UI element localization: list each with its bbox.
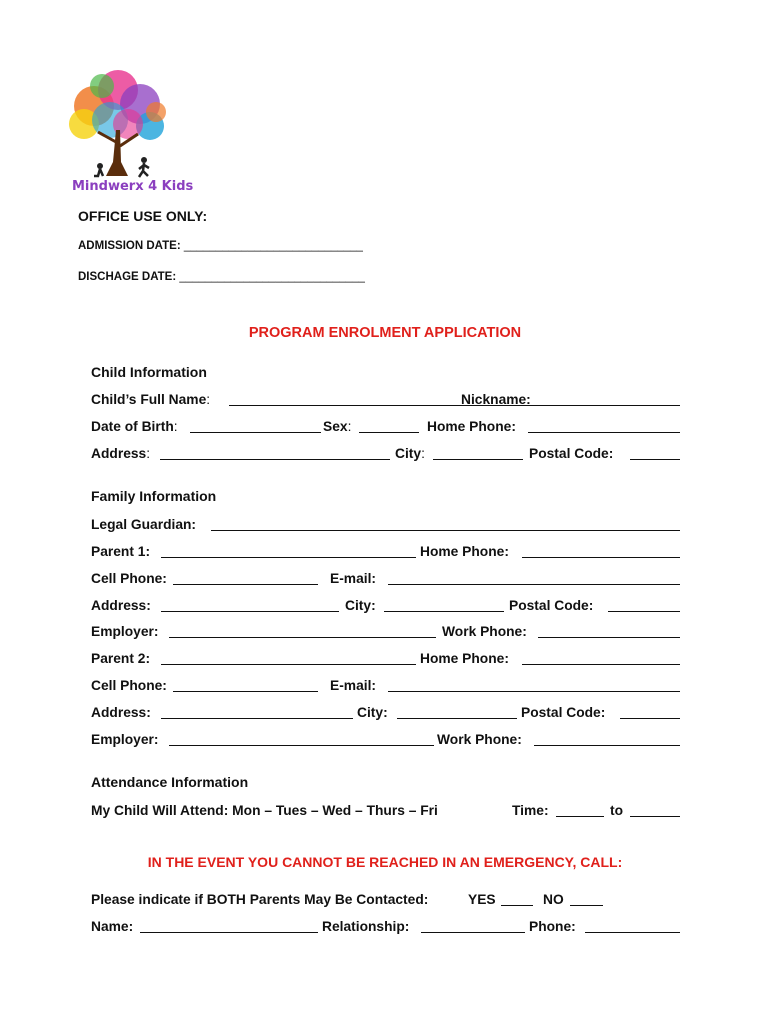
- attendance-days-text: My Child Will Attend: Mon – Tues – Wed – Thurs – Fri: [91, 803, 438, 818]
- parent1-input[interactable]: [161, 557, 416, 558]
- guardian-input[interactable]: [211, 530, 680, 531]
- parent2-cell-input[interactable]: [173, 691, 318, 692]
- no-input[interactable]: [570, 905, 603, 906]
- child-postal-input[interactable]: [630, 459, 680, 460]
- child-address-input[interactable]: [160, 459, 390, 460]
- time-to-input[interactable]: [630, 816, 680, 817]
- parent2-city-input[interactable]: [397, 718, 517, 719]
- parent2-address-input[interactable]: [161, 718, 353, 719]
- child-name-label: Child’s Full Name: [91, 392, 207, 407]
- contact-phone-input[interactable]: [585, 932, 680, 933]
- parent2-email-input[interactable]: [388, 691, 680, 692]
- time-to-label: to: [610, 803, 624, 818]
- parent2-home-phone-input[interactable]: [522, 664, 680, 665]
- sex-input[interactable]: [359, 432, 419, 433]
- parent2-cell-label: Cell Phone:: [91, 678, 167, 693]
- child-info-heading: Child Information: [91, 364, 207, 380]
- parent2-label: Parent 2:: [91, 651, 151, 666]
- parent1-address-label: Address:: [91, 598, 151, 613]
- parent2-postal-input[interactable]: [620, 718, 680, 719]
- discharge-date-blank[interactable]: _____________________________: [179, 271, 365, 283]
- parent1-email-label: E-mail:: [330, 571, 376, 586]
- parent2-employer-input[interactable]: [169, 745, 434, 746]
- parent2-address-label: Address:: [91, 705, 151, 720]
- parent1-address-row: [91, 595, 680, 615]
- guardian-label: Legal Guardian:: [91, 517, 197, 532]
- parent1-employer-row: [91, 621, 680, 641]
- parent1-home-phone-label: Home Phone:: [420, 544, 509, 559]
- child-name-row: Child’s Full Name: Nickname:: [91, 389, 680, 409]
- child-home-phone-input[interactable]: [528, 432, 680, 433]
- parent1-row: [91, 541, 680, 561]
- parent2-employer-label: Employer:: [91, 732, 159, 747]
- yes-label: YES: [468, 892, 496, 907]
- admission-date-label: ADMISSION DATE:: [78, 240, 181, 252]
- dob-label: Date of Birth: [91, 419, 174, 434]
- office-use-title: OFFICE USE ONLY:: [78, 208, 208, 224]
- nickname-label: Nickname:: [461, 392, 531, 407]
- yes-input[interactable]: [501, 905, 533, 906]
- emergency-contact-row: [91, 916, 680, 936]
- parent2-input[interactable]: [161, 664, 416, 665]
- contact-name-input[interactable]: [140, 932, 318, 933]
- logo-text: Mindwerx 4 Kids: [72, 179, 194, 194]
- parent1-home-phone-input[interactable]: [522, 557, 680, 558]
- contact-phone-label: Phone:: [529, 919, 576, 934]
- contact-name-label: Name:: [91, 919, 134, 934]
- parent1-postal-input[interactable]: [608, 611, 680, 612]
- parent2-address-row: [91, 702, 680, 722]
- parent1-city-label: City:: [345, 598, 376, 613]
- parent1-cell-label: Cell Phone:: [91, 571, 167, 586]
- child-address-row: Address: City: Postal Code:: [91, 443, 680, 463]
- parent1-cell-row: [91, 568, 680, 588]
- page-title: PROGRAM ENROLMENT APPLICATION: [248, 325, 522, 341]
- admission-date-field: [78, 240, 363, 252]
- parent1-postal-label: Postal Code:: [509, 598, 594, 613]
- both-parents-row: [91, 889, 680, 909]
- no-label: NO: [543, 892, 564, 907]
- relationship-label: Relationship:: [322, 919, 410, 934]
- time-from-input[interactable]: [556, 816, 604, 817]
- attendance-row: [91, 800, 680, 820]
- dob-input[interactable]: [190, 432, 321, 433]
- parent1-cell-input[interactable]: [173, 584, 318, 585]
- parent2-work-phone-input[interactable]: [534, 745, 680, 746]
- parent1-work-phone-input[interactable]: [538, 637, 680, 638]
- guardian-row: [91, 514, 680, 534]
- child-postal-label: Postal Code:: [529, 446, 614, 461]
- parent1-employer-label: Employer:: [91, 624, 159, 639]
- child-city-label: City: [395, 446, 422, 461]
- parent1-employer-input[interactable]: [169, 637, 436, 638]
- parent2-home-phone-label: Home Phone:: [420, 651, 509, 666]
- child-home-phone-label: Home Phone:: [427, 419, 516, 434]
- sex-label: Sex: [323, 419, 348, 434]
- parent2-work-phone-label: Work Phone:: [437, 732, 522, 747]
- parent2-cell-row: [91, 675, 680, 695]
- nickname-input[interactable]: [542, 405, 680, 406]
- relationship-input[interactable]: [421, 932, 525, 933]
- time-label: Time:: [512, 803, 549, 818]
- parent2-row: [91, 648, 680, 668]
- mindwerx-logo: [58, 62, 194, 200]
- parent2-employer-row: [91, 729, 680, 749]
- parent2-postal-label: Postal Code:: [521, 705, 606, 720]
- child-dob-row: Date of Birth: Sex: Home Phone:: [91, 416, 680, 436]
- parent1-email-input[interactable]: [388, 584, 680, 585]
- child-address-label: Address: [91, 446, 147, 461]
- parent2-email-label: E-mail:: [330, 678, 376, 693]
- tree-logo-icon: [58, 62, 194, 200]
- discharge-date-label: DISCHAGE DATE:: [78, 271, 177, 283]
- attendance-heading: Attendance Information: [91, 774, 249, 790]
- parent1-city-input[interactable]: [384, 611, 504, 612]
- child-city-input[interactable]: [433, 459, 523, 460]
- parent2-city-label: City:: [357, 705, 388, 720]
- parent1-address-input[interactable]: [161, 611, 339, 612]
- emergency-heading: IN THE EVENT YOU CANNOT BE REACHED IN AN EMERGENCY, CALL:: [147, 854, 623, 870]
- family-info-heading: Family Information: [91, 488, 217, 504]
- both-parents-text: Please indicate if BOTH Parents May Be Contacted:: [91, 892, 429, 907]
- admission-date-blank[interactable]: ____________________________: [183, 240, 363, 252]
- parent1-label: Parent 1:: [91, 544, 151, 559]
- parent1-work-phone-label: Work Phone:: [442, 624, 527, 639]
- discharge-date-field: [78, 271, 365, 283]
